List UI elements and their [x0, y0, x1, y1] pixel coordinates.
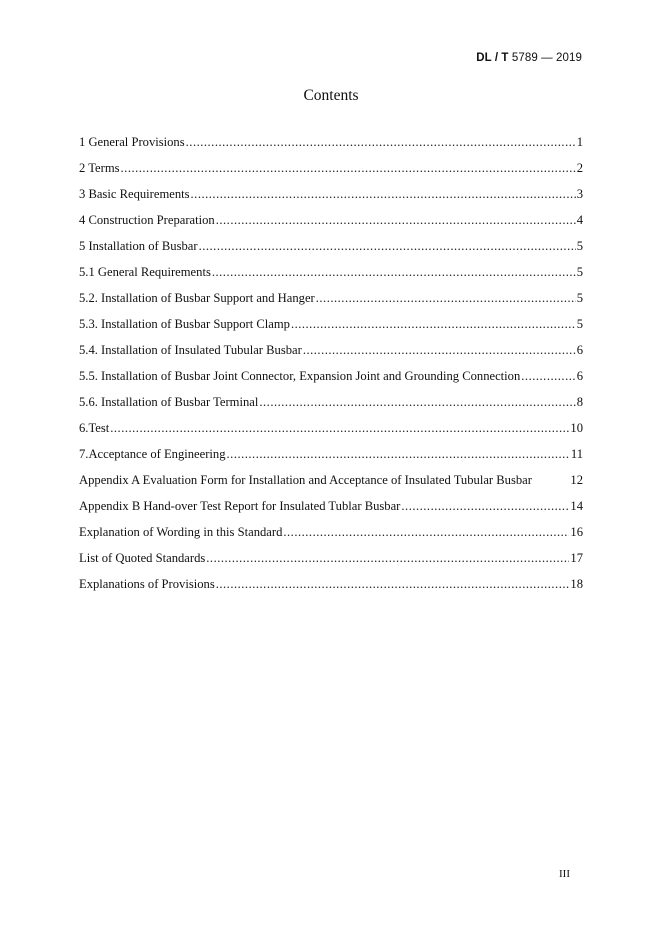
- toc-entry[interactable]: [79, 291, 583, 317]
- toc-entry[interactable]: [79, 187, 583, 213]
- toc-entry[interactable]: [79, 421, 583, 447]
- toc-entry-label: 7.Acceptance of Engineering: [79, 447, 226, 461]
- toc-entry-page: 5: [576, 291, 583, 305]
- toc-entry-label: 6.Test: [79, 421, 110, 435]
- toc-entry-page: 3: [576, 187, 583, 201]
- toc-entry[interactable]: [79, 135, 583, 161]
- toc-entry[interactable]: [79, 343, 583, 369]
- toc-leader: [259, 395, 575, 410]
- toc-leader: [121, 161, 576, 176]
- toc-leader: [206, 551, 569, 566]
- toc-entry-label: 5.6. Installation of Busbar Terminal: [79, 395, 259, 409]
- toc-entry-page: 5: [576, 239, 583, 253]
- toc-entry[interactable]: [79, 265, 583, 291]
- toc-entry-page: 16: [570, 525, 583, 539]
- toc-leader: [216, 213, 576, 228]
- toc-entry-label: Explanation of Wording in this Standard: [79, 525, 283, 539]
- toc-entry[interactable]: [79, 161, 583, 187]
- toc-entry-label: 2 Terms: [79, 161, 120, 175]
- toc-entry-page: 8: [576, 395, 583, 409]
- toc-leader: [283, 525, 569, 540]
- toc-entry[interactable]: [79, 551, 583, 577]
- page-number: III: [559, 868, 570, 880]
- toc-entry-page: 17: [570, 551, 583, 565]
- toc-entry[interactable]: [79, 395, 583, 421]
- toc-entry-page: 6: [576, 369, 583, 383]
- toc-entry-page: 14: [570, 499, 583, 513]
- toc-entry[interactable]: [79, 447, 583, 473]
- toc-entry[interactable]: [79, 213, 583, 239]
- page-title: Contents: [303, 87, 359, 104]
- toc-entry-page: 10: [570, 421, 583, 435]
- toc-entry-label: List of Quoted Standards: [79, 551, 206, 565]
- toc-leader: [303, 343, 576, 358]
- toc-entry-label: 5.5. Installation of Busbar Joint Connector, Expansion Joint and Grounding Connection: [79, 369, 521, 383]
- toc-entry[interactable]: [79, 369, 583, 395]
- toc-entry-label: 5.1 General Requirements: [79, 265, 211, 279]
- toc-leader: [199, 239, 576, 254]
- toc-entry[interactable]: [79, 577, 583, 603]
- toc-entry-page: 2: [576, 161, 583, 175]
- toc-entry-page: 11: [570, 447, 583, 461]
- toc-entry-page: 1: [576, 135, 583, 149]
- toc-entry-label: Explanations of Provisions: [79, 577, 215, 591]
- document-code-prefix: DL / T: [476, 52, 509, 64]
- toc-entry[interactable]: [79, 239, 583, 265]
- toc-entry-page: 5: [576, 317, 583, 331]
- toc-entry-label: 5.4. Installation of Insulated Tubular Busbar: [79, 343, 302, 357]
- document-code-number: 5789 — 2019: [508, 52, 582, 64]
- toc-leader: [191, 187, 576, 202]
- toc-entry-label: Appendix B Hand-over Test Report for Insulated Tublar Busbar: [79, 499, 401, 513]
- toc-leader: [227, 447, 570, 462]
- toc-entry-label: Appendix A Evaluation Form for Installation and Acceptance of Insulated Tubular Busbar: [79, 473, 532, 487]
- toc-entry-page: 18: [570, 577, 583, 591]
- document-code: [476, 52, 582, 64]
- toc-entry-label: 5 Installation of Busbar: [79, 239, 198, 253]
- toc-leader: [521, 369, 575, 384]
- toc-entry-label: 3 Basic Requirements: [79, 187, 190, 201]
- toc-entry-page: 5: [576, 265, 583, 279]
- toc-entry-label: 4 Construction Preparation: [79, 213, 215, 227]
- toc-entry-label: 5.2. Installation of Busbar Support and Hanger: [79, 291, 315, 305]
- toc-entry-page: 6: [576, 343, 583, 357]
- toc-entry-page: 4: [576, 213, 583, 227]
- toc-entry-label: 1 General Provisions: [79, 135, 185, 149]
- toc-leader: [291, 317, 576, 332]
- toc-leader: [186, 135, 576, 150]
- toc-leader: [110, 421, 569, 436]
- toc-entry[interactable]: [79, 499, 583, 525]
- toc-entry-page: 12: [570, 473, 583, 487]
- toc-entry[interactable]: [79, 473, 583, 499]
- toc-entry-label: 5.3. Installation of Busbar Support Clamp: [79, 317, 290, 331]
- toc-leader: [212, 265, 576, 280]
- toc-leader: [401, 499, 569, 514]
- toc-entry[interactable]: [79, 525, 583, 551]
- toc-leader: [216, 577, 570, 592]
- toc-leader: [316, 291, 576, 306]
- toc-entry[interactable]: [79, 317, 583, 343]
- table-of-contents: [79, 135, 583, 603]
